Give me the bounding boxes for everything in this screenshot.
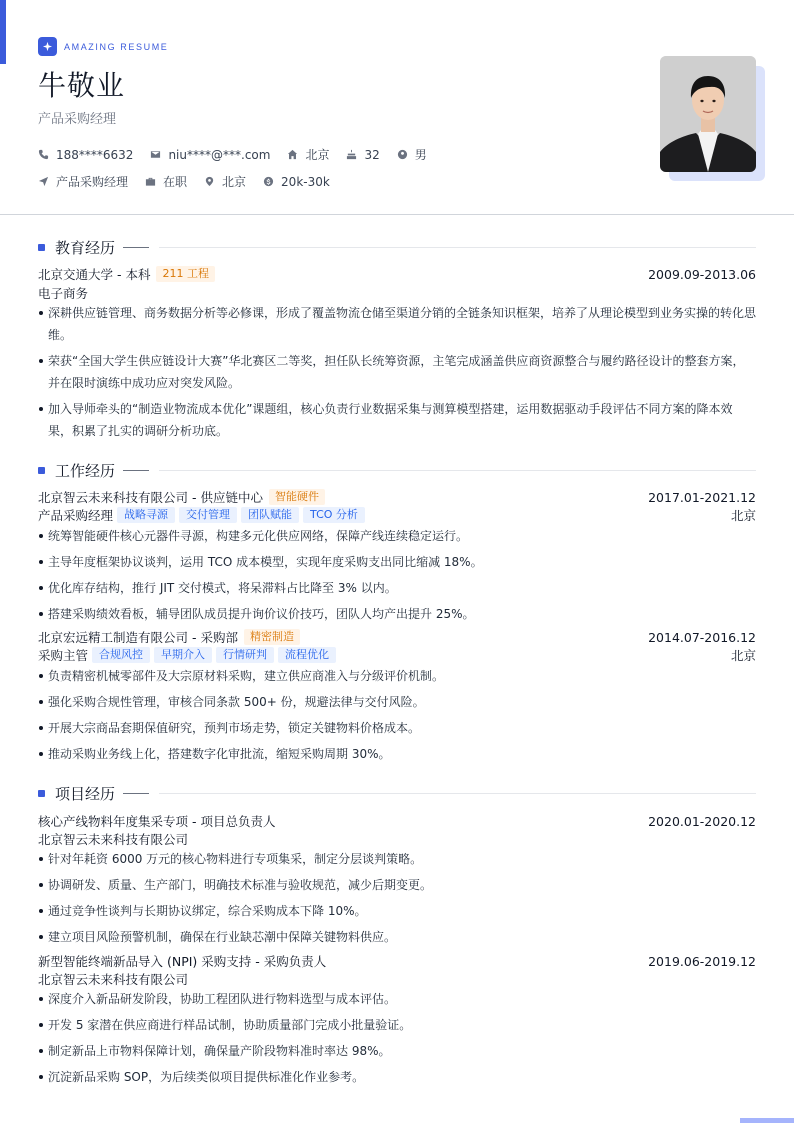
intention-row xyxy=(38,173,347,190)
cake-icon xyxy=(346,149,357,160)
list-item: 统筹智能硬件核心元器件寻源，构建多元化供应网络，保障产线连续稳定运行。 xyxy=(38,525,756,547)
section-dot xyxy=(38,467,45,474)
list-item: 通过竞争性谈判与长期协议绑定，综合采购成本下降 10%。 xyxy=(38,900,756,922)
skill-tag: 合规风控 xyxy=(92,647,150,663)
section-dot xyxy=(38,244,45,251)
mail-icon xyxy=(150,149,161,160)
briefcase-icon xyxy=(145,176,156,187)
list-item: 搭建采购绩效看板，辅导团队成员提升询价议价技巧，团队人均产出提升 25%。 xyxy=(38,603,756,625)
work-location: 北京 xyxy=(730,648,756,663)
user-circle-icon xyxy=(397,149,408,160)
project-date: 2020.01-2020.12 xyxy=(648,813,756,829)
section-rule xyxy=(123,247,149,248)
work-role-line xyxy=(38,506,756,524)
education-date: 2009.09-2013.06 xyxy=(648,266,756,282)
age-text: 32 xyxy=(364,147,380,162)
role-name: 产品采购经理 xyxy=(38,508,114,523)
list-item: 制定新品上市物料保障计划，确保量产阶段物料准时率达 98%。 xyxy=(38,1040,756,1062)
project-entry-header xyxy=(38,812,756,830)
send-icon xyxy=(38,176,49,187)
school-name: 北京交通大学 - 本科 xyxy=(38,267,151,282)
education-major-line xyxy=(38,284,756,302)
project-entry-header xyxy=(38,952,756,970)
age-item xyxy=(346,148,379,162)
section-title-text: 项目经历 xyxy=(55,784,116,803)
project-name: 新型智能终端新品导入 (NPI) 采购支持 - 采购负责人 xyxy=(38,954,327,969)
work-location: 北京 xyxy=(730,508,756,523)
project-company: 北京智云未来科技有限公司 xyxy=(38,832,189,847)
skill-tag: 早期介入 xyxy=(154,647,212,663)
work-entry-header xyxy=(38,488,756,506)
money-icon xyxy=(263,176,274,187)
bottom-accent-bar xyxy=(740,1118,794,1123)
home-icon xyxy=(287,149,298,160)
target-job-item xyxy=(38,173,128,190)
industry-tag: 智能硬件 xyxy=(269,489,325,505)
skill-tag: 流程优化 xyxy=(278,647,336,663)
work-entry-header xyxy=(38,628,756,646)
list-item: 推动采购业务线上化，搭建数字化审批流，缩短采购周期 30%。 xyxy=(38,743,756,765)
list-item: 负责精密机械零部件及大宗原材料采购，建立供应商准入与分级评价机制。 xyxy=(38,665,756,687)
salary-item xyxy=(263,175,330,189)
section-rule xyxy=(123,793,149,794)
section-work xyxy=(38,460,756,480)
section-education xyxy=(38,237,756,257)
list-item: 荣获“全国大学生供应链设计大赛”华北赛区二等奖，担任队长统筹资源，主笔完成涵盖供应商资源整合与履约路径设计的整套方案，并在限时演练中成功应对突发风险。 xyxy=(38,350,756,394)
skill-tag: TCO 分析 xyxy=(303,507,365,523)
work-date: 2014.07-2016.12 xyxy=(648,629,756,645)
salary-text: 20k-30k xyxy=(281,174,330,189)
phone-text: 188****6632 xyxy=(56,147,134,162)
sparkle-icon xyxy=(38,37,57,56)
work-date: 2017.01-2021.12 xyxy=(648,489,756,505)
list-item: 加入导师牵头的“制造业物流成本优化”课题组，核心负责行业数据采集与测算模型搭建，运用数据驱动手段评估不同方案的降本效果，积累了扎实的调研分析功底。 xyxy=(38,398,756,442)
contact-row xyxy=(38,146,444,163)
project-date: 2019.06-2019.12 xyxy=(648,953,756,969)
work-role-line xyxy=(38,646,756,664)
project-company-line xyxy=(38,970,756,988)
skill-tag: 交付管理 xyxy=(179,507,237,523)
city-text: 北京 xyxy=(305,148,330,162)
phone-item xyxy=(38,148,133,162)
list-item: 强化采购合规性管理，审核合同条款 500+ 份，规避法律与交付风险。 xyxy=(38,691,756,713)
email-item xyxy=(150,148,270,162)
skill-tag: 战略寻源 xyxy=(117,507,175,523)
company-name: 北京宏远精工制造有限公司 - 采购部 xyxy=(38,630,238,645)
education-entry-header xyxy=(38,265,756,283)
industry-tag: 精密制造 xyxy=(244,629,300,645)
city-item xyxy=(287,146,329,163)
section-rule xyxy=(123,470,149,471)
school-tag: 211 工程 xyxy=(156,266,215,282)
major-name: 电子商务 xyxy=(38,286,89,301)
list-item: 协调研发、质量、生产部门，明确技术标准与验收规范，减少后期变更。 xyxy=(38,874,756,896)
phone-icon xyxy=(38,149,49,160)
section-projects xyxy=(38,783,756,803)
project-company-line xyxy=(38,830,756,848)
list-item: 深耕供应链管理、商务数据分析等必修课，形成了覆盖物流仓储至渠道分销的全链条知识框架，培养了从理论模型到业务实操的转化思维。 xyxy=(38,302,756,346)
skill-tag: 行情研判 xyxy=(216,647,274,663)
email-text: niu****@***.com xyxy=(168,147,271,162)
list-item: 深度介入新品研发阶段，协助工程团队进行物料选型与成本评估。 xyxy=(38,988,756,1010)
role-name: 采购主管 xyxy=(38,648,89,663)
target-job-text: 产品采购经理 xyxy=(56,175,129,189)
brand xyxy=(38,37,168,56)
project-company: 北京智云未来科技有限公司 xyxy=(38,972,189,987)
target-city-text: 北京 xyxy=(222,175,247,189)
status-text: 在职 xyxy=(163,175,188,189)
section-title-text: 教育经历 xyxy=(55,238,116,257)
section-dot xyxy=(38,790,45,797)
gender-item xyxy=(397,146,427,163)
section-divider xyxy=(159,247,756,248)
section-divider xyxy=(159,470,756,471)
list-item: 开展大宗商品套期保值研究，预判市场走势，锁定关键物料价格成本。 xyxy=(38,717,756,739)
candidate-name: 牛敬业 xyxy=(38,69,126,102)
location-pin-icon xyxy=(204,176,215,187)
list-item: 主导年度框架协议谈判，运用 TCO 成本模型，实现年度采购支出同比缩减 18%。 xyxy=(38,551,756,573)
skill-tag: 团队赋能 xyxy=(241,507,299,523)
gender-text: 男 xyxy=(414,148,427,162)
list-item: 沉淀新品采购 SOP，为后续类似项目提供标准化作业参考。 xyxy=(38,1066,756,1088)
list-item: 优化库存结构，推行 JIT 交付模式，将呆滞料占比降至 3% 以内。 xyxy=(38,577,756,599)
section-title-text: 工作经历 xyxy=(55,461,116,480)
list-item: 针对年耗资 6000 万元的核心物料进行专项集采，制定分层谈判策略。 xyxy=(38,848,756,870)
brand-name: AMAZING RESUME xyxy=(64,41,169,52)
status-item xyxy=(145,173,187,190)
project-name: 核心产线物料年度集采专项 - 项目总负责人 xyxy=(38,814,276,829)
list-item: 开发 5 家潜在供应商进行样品试制，协助质量部门完成小批量验证。 xyxy=(38,1014,756,1036)
section-divider xyxy=(159,793,756,794)
company-name: 北京智云未来科技有限公司 - 供应链中心 xyxy=(38,490,263,505)
resume-header xyxy=(0,0,794,215)
candidate-title: 产品采购经理 xyxy=(38,112,117,127)
list-item: 建立项目风险预警机制，确保在行业缺芯潮中保障关键物料供应。 xyxy=(38,926,756,948)
target-city-item xyxy=(204,173,246,190)
profile-photo xyxy=(660,56,756,172)
